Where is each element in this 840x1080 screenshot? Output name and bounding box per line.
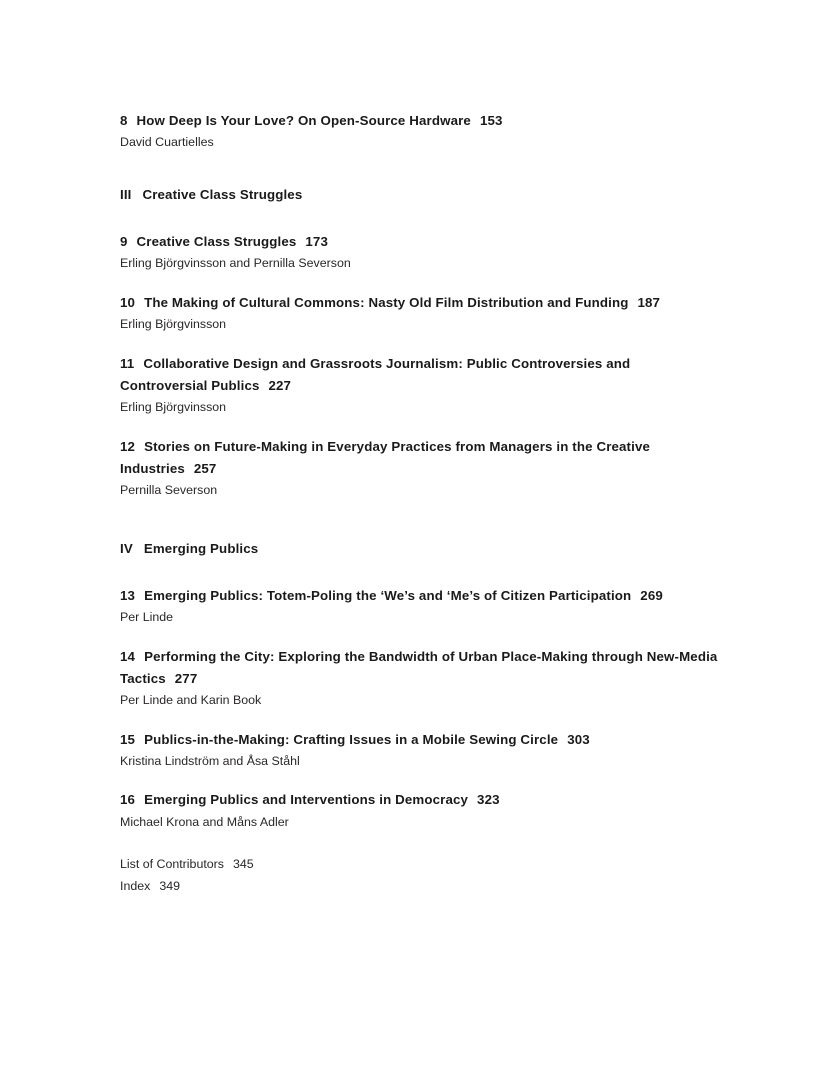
toc-part-number: III	[120, 186, 132, 202]
toc-entry-number: 8	[120, 113, 128, 128]
toc-entry-title	[120, 789, 720, 811]
toc-part-label: Emerging Publics	[143, 540, 259, 556]
toc-entry-text: Creative Class Struggles	[136, 233, 297, 249]
toc-entry-text: Publics-in-the-Making: Crafting Issues in a Mobile Sewing Circle	[144, 731, 559, 747]
toc-entry-authors: Michael Krona and Måns Adler	[120, 814, 289, 829]
toc-backmatter-page: 345	[233, 857, 254, 872]
toc-entry-title	[120, 353, 720, 397]
toc-entry	[120, 585, 720, 628]
toc-entry-title	[120, 110, 720, 132]
toc-entry-number: 10	[120, 294, 136, 310]
toc-entry-text: Emerging Publics: Totem-Poling the ‘We’s and ‘Me’s of Citizen Participation	[144, 587, 632, 603]
toc-entry-page: 277	[174, 670, 198, 686]
toc-entry-authors: Erling Björgvinsson	[120, 316, 227, 331]
toc-part-line	[120, 541, 720, 556]
toc-entry-number: 16	[120, 792, 136, 808]
toc-backmatter	[120, 854, 720, 897]
toc-entry	[120, 729, 720, 772]
toc-backmatter-label: List of Contributors	[120, 857, 224, 872]
toc-entry-number: 14	[120, 648, 136, 664]
toc-entry-page: 257	[193, 460, 217, 476]
toc-entry-number: 11	[120, 355, 135, 371]
toc-part-line	[120, 187, 720, 202]
toc-entry-authors: Per Linde and Karin Book	[120, 692, 262, 707]
toc-backmatter-label: Index	[120, 878, 151, 893]
toc-entry-page: 303	[567, 731, 590, 747]
toc-entry	[120, 436, 720, 501]
toc-backmatter-item	[120, 876, 720, 897]
toc-entry-page: 173	[305, 233, 328, 249]
toc-entry-authors: Erling Björgvinsson	[120, 399, 227, 414]
toc-entry-page: 187	[637, 294, 661, 310]
toc-entry-number: 12	[120, 438, 136, 454]
toc-entry-page: 227	[268, 377, 292, 393]
toc-entry-authors: Pernilla Severson	[120, 482, 218, 497]
toc-part-label: Creative Class Struggles	[142, 186, 303, 202]
toc-entry-page: 323	[477, 792, 500, 808]
toc-entry	[120, 110, 720, 153]
toc-entry-title	[120, 436, 720, 480]
toc-entry-text: Performing the City: Exploring the Bandwidth of Urban Place-Making through New-Media Tactics	[120, 648, 718, 686]
toc-entry-text: How Deep Is Your Love? On Open-Source Hardware	[136, 113, 471, 128]
toc-entry-text: The Making of Cultural Commons: Nasty Old Film Distribution and Funding	[144, 294, 629, 310]
toc-entry-title	[120, 646, 720, 690]
toc-entry	[120, 353, 720, 418]
toc-entry-number: 9	[120, 233, 128, 249]
toc-entry-title	[120, 231, 720, 253]
toc-entry-text: Collaborative Design and Grassroots Journalism: Public Controversies and Controversial Publics	[120, 355, 631, 393]
toc-backmatter-item	[120, 854, 720, 875]
toc-entry-title	[120, 585, 720, 607]
toc-backmatter-page: 349	[159, 878, 180, 893]
toc-entry	[120, 231, 720, 274]
toc-entry-authors: Erling Björgvinsson and Pernilla Severson	[120, 255, 351, 270]
toc-entry-authors: Kristina Lindström and Åsa Ståhl	[120, 753, 300, 768]
toc-entry	[120, 789, 720, 832]
toc-entry-authors: David Cuartielles	[120, 135, 214, 150]
toc-entry	[120, 292, 720, 335]
toc-part-heading-3	[120, 187, 720, 202]
toc-entry-text: Emerging Publics and Interventions in Democracy	[144, 792, 469, 808]
toc-part-heading-4	[120, 541, 720, 556]
toc-entry-page: 269	[640, 587, 663, 603]
toc-entry-number: 15	[120, 731, 136, 747]
toc-entry-number: 13	[120, 587, 136, 603]
toc-entry-page: 153	[479, 113, 503, 128]
toc-entry	[120, 646, 720, 711]
toc-entry-title	[120, 729, 720, 751]
toc-entry-title	[120, 292, 720, 314]
toc-entry-authors: Per Linde	[120, 609, 174, 624]
toc-part-number: IV	[120, 540, 133, 556]
table-of-contents	[120, 110, 720, 897]
toc-entry-text: Stories on Future-Making in Everyday Practices from Managers in the Creative Industries	[120, 438, 650, 476]
